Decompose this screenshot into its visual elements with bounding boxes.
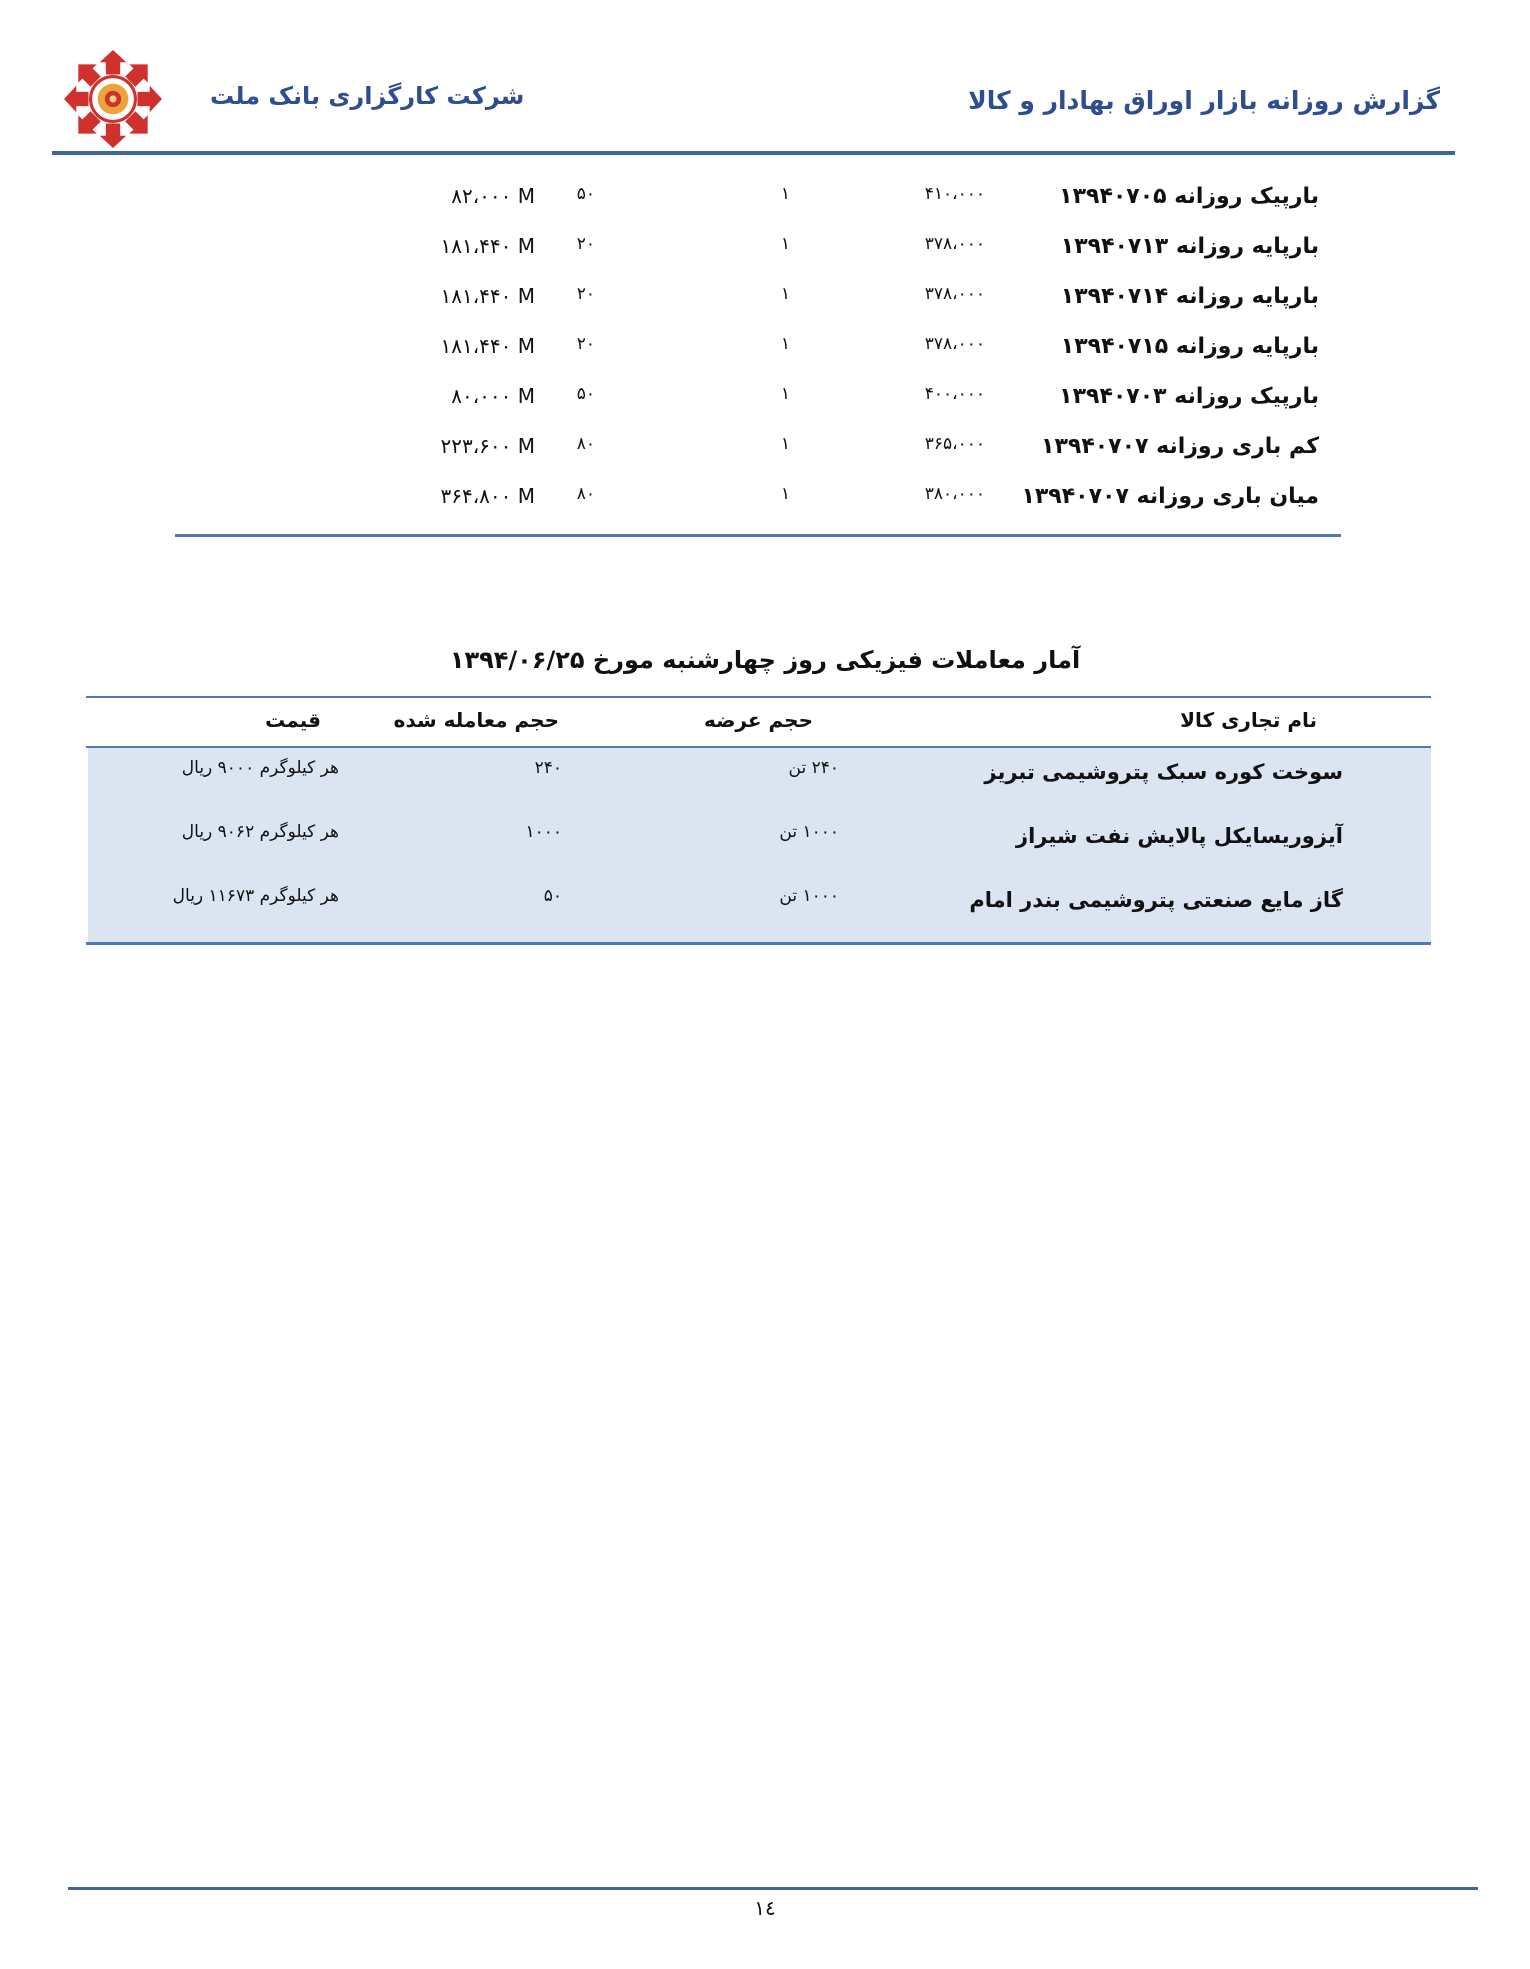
contract-price: ۳۸۰،۰۰۰ bbox=[924, 484, 985, 504]
contract-quantity: ۲۰ bbox=[576, 334, 595, 354]
contract-name: بارپایه روزانه ۱۳۹۴۰۷۱۳ bbox=[1060, 234, 1319, 259]
header-traded-volume: حجم معامله شده bbox=[393, 708, 559, 732]
table-row bbox=[175, 330, 1345, 370]
contract-value: ۲۲۳،۶۰۰ M bbox=[440, 434, 535, 458]
table-body bbox=[88, 748, 1431, 942]
table-row bbox=[175, 480, 1345, 520]
contract-quantity: ۵۰ bbox=[576, 184, 595, 204]
contract-value: ۸۲،۰۰۰ M bbox=[451, 184, 535, 208]
contract-name: کم باری روزانه ۱۳۹۴۰۷۰۷ bbox=[1041, 434, 1319, 459]
header-price: قیمت bbox=[265, 708, 321, 732]
contract-quantity: ۸۰ bbox=[576, 434, 595, 454]
table-bottom-rule bbox=[86, 942, 1431, 945]
contract-name: بارپیک روزانه ۱۳۹۴۰۷۰۵ bbox=[1059, 184, 1319, 209]
report-title: گزارش روزانه بازار اوراق بهادار و کالا bbox=[968, 86, 1440, 115]
contract-count: ۱ bbox=[780, 434, 790, 454]
contract-quantity: ۲۰ bbox=[576, 234, 595, 254]
contract-value: ۸۰،۰۰۰ M bbox=[451, 384, 535, 408]
offer-volume: ۲۴۰ تن bbox=[788, 758, 839, 778]
contract-value: ۳۶۴،۸۰۰ M bbox=[440, 484, 535, 508]
contract-count: ۱ bbox=[780, 284, 790, 304]
contract-value: ۱۸۱،۴۴۰ M bbox=[440, 284, 535, 308]
table-row bbox=[175, 230, 1345, 270]
contract-price: ۳۷۸،۰۰۰ bbox=[924, 334, 985, 354]
offer-volume: ۱۰۰۰ تن bbox=[779, 886, 839, 906]
contract-count: ۱ bbox=[780, 384, 790, 404]
commodity-name: گاز مایع صنعتی پتروشیمی بندر امام bbox=[969, 888, 1343, 912]
offer-volume: ۱۰۰۰ تن bbox=[779, 822, 839, 842]
contract-name: بارپایه روزانه ۱۳۹۴۰۷۱۴ bbox=[1060, 284, 1319, 309]
table-row bbox=[175, 280, 1345, 320]
contract-price: ۴۰۰،۰۰۰ bbox=[924, 384, 985, 404]
traded-volume: ۱۰۰۰ bbox=[525, 822, 562, 842]
table-row bbox=[88, 816, 1431, 876]
contract-count: ۱ bbox=[780, 334, 790, 354]
section-title: آمار معاملات فیزیکی روز چهارشنبه مورخ ۱۳۹۴/۰۶/۲۵ bbox=[449, 646, 1081, 674]
table-row bbox=[175, 430, 1345, 470]
contract-quantity: ۵۰ bbox=[576, 384, 595, 404]
header-offer-volume: حجم عرضه bbox=[703, 708, 813, 732]
contract-quantity: ۸۰ bbox=[576, 484, 595, 504]
table-row bbox=[175, 180, 1345, 220]
contract-price: ۴۱۰،۰۰۰ bbox=[924, 184, 985, 204]
price: هر کیلوگرم ۱۱۶۷۳ ریال bbox=[172, 886, 339, 906]
contract-quantity: ۲۰ bbox=[576, 284, 595, 304]
contract-price: ۳۷۸،۰۰۰ bbox=[924, 284, 985, 304]
header-commodity-name: نام تجاری کالا bbox=[1180, 708, 1317, 732]
header-divider bbox=[52, 151, 1455, 155]
table-row bbox=[88, 752, 1431, 812]
contract-price: ۳۷۸،۰۰۰ bbox=[924, 234, 985, 254]
footer-divider bbox=[68, 1887, 1478, 1890]
contract-name: بارپیک روزانه ۱۳۹۴۰۷۰۳ bbox=[1059, 384, 1319, 409]
bank-mellat-logo-icon bbox=[62, 48, 164, 150]
contract-count: ۱ bbox=[780, 184, 790, 204]
contract-name: بارپایه روزانه ۱۳۹۴۰۷۱۵ bbox=[1060, 334, 1319, 359]
contract-value: ۱۸۱،۴۴۰ M bbox=[440, 234, 535, 258]
contract-name: میان باری روزانه ۱۳۹۴۰۷۰۷ bbox=[1021, 484, 1319, 509]
table-bottom-rule bbox=[175, 534, 1341, 537]
contract-price: ۳۶۵،۰۰۰ bbox=[924, 434, 985, 454]
contract-count: ۱ bbox=[780, 484, 790, 504]
table-row bbox=[88, 880, 1431, 940]
price: هر کیلوگرم ۹۰۰۰ ریال bbox=[181, 758, 339, 778]
traded-volume: ۵۰ bbox=[543, 886, 562, 906]
company-name: شرکت کارگزاری بانک ملت bbox=[210, 82, 525, 110]
commodity-name: سوخت کوره سبک پتروشیمی تبریز bbox=[984, 760, 1343, 784]
contract-value: ۱۸۱،۴۴۰ M bbox=[440, 334, 535, 358]
price: هر کیلوگرم ۹۰۶۲ ریال bbox=[181, 822, 339, 842]
traded-volume: ۲۴۰ bbox=[534, 758, 562, 778]
contract-count: ۱ bbox=[780, 234, 790, 254]
commodity-name: آیزوریسایکل پالایش نفت شیراز bbox=[1016, 824, 1343, 848]
table-row bbox=[175, 380, 1345, 420]
table-header bbox=[86, 698, 1431, 746]
page-number: ۱٤ bbox=[754, 1896, 776, 1920]
